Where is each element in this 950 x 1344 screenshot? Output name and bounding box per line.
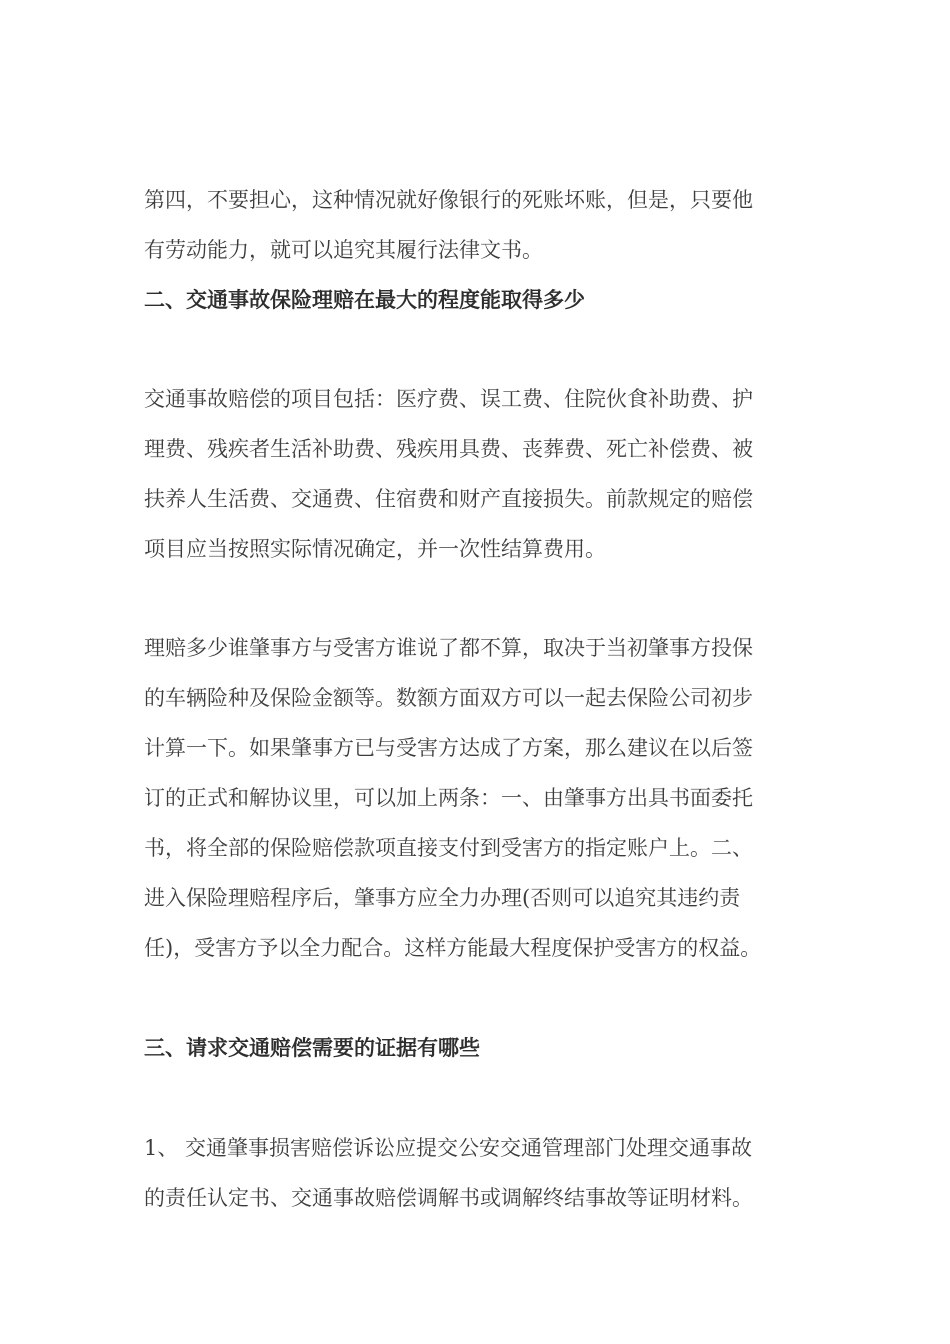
paragraph-line: 的责任认定书、交通事故赔偿调解书或调解终结事故等证明材料。 — [144, 1186, 753, 1210]
paragraph-line: 理赔多少谁肇事方与受害方谁说了都不算，取决于当初肇事方投保 — [144, 636, 753, 660]
paragraph-line: 扶养人生活费、交通费、住宿费和财产直接损失。前款规定的赔偿 — [144, 487, 753, 511]
paragraph-line: 1、 交通肇事损害赔偿诉讼应提交公安交通管理部门处理交通事故 — [144, 1136, 753, 1160]
paragraph-line: 第四，不要担心，这种情况就好像银行的死账坏账，但是，只要他 — [144, 188, 753, 212]
paragraph-line: 的车辆险种及保险金额等。数额方面双方可以一起去保险公司初步 — [144, 686, 753, 710]
section-heading: 二、交通事故保险理赔在最大的程度能取得多少 — [144, 288, 585, 312]
paragraph-line: 订的正式和解协议里，可以加上两条：一、由肇事方出具书面委托 — [144, 786, 753, 810]
paragraph-line: 交通事故赔偿的项目包括：医疗费、误工费、住院伙食补助费、护 — [144, 387, 753, 411]
paragraph-line: 书，将全部的保险赔偿款项直接支付到受害方的指定账户上。二、 — [144, 836, 753, 860]
paragraph-line: 计算一下。如果肇事方已与受害方达成了方案，那么建议在以后签 — [144, 736, 753, 760]
paragraph-line: 有劳动能力，就可以追究其履行法律文书。 — [144, 238, 543, 262]
section-heading: 三、请求交通赔偿需要的证据有哪些 — [144, 1036, 480, 1060]
paragraph-line: 理费、残疾者生活补助费、残疾用具费、丧葬费、死亡补偿费、被 — [144, 437, 753, 461]
paragraph-line: 进入保险理赔程序后，肇事方应全力办理(否则可以追究其违约责 — [144, 886, 741, 910]
paragraph-line: 项目应当按照实际情况确定，并一次性结算费用。 — [144, 537, 606, 561]
paragraph-line: 任)，受害方予以全力配合。这样方能最大程度保护受害方的权益。 — [144, 936, 762, 960]
